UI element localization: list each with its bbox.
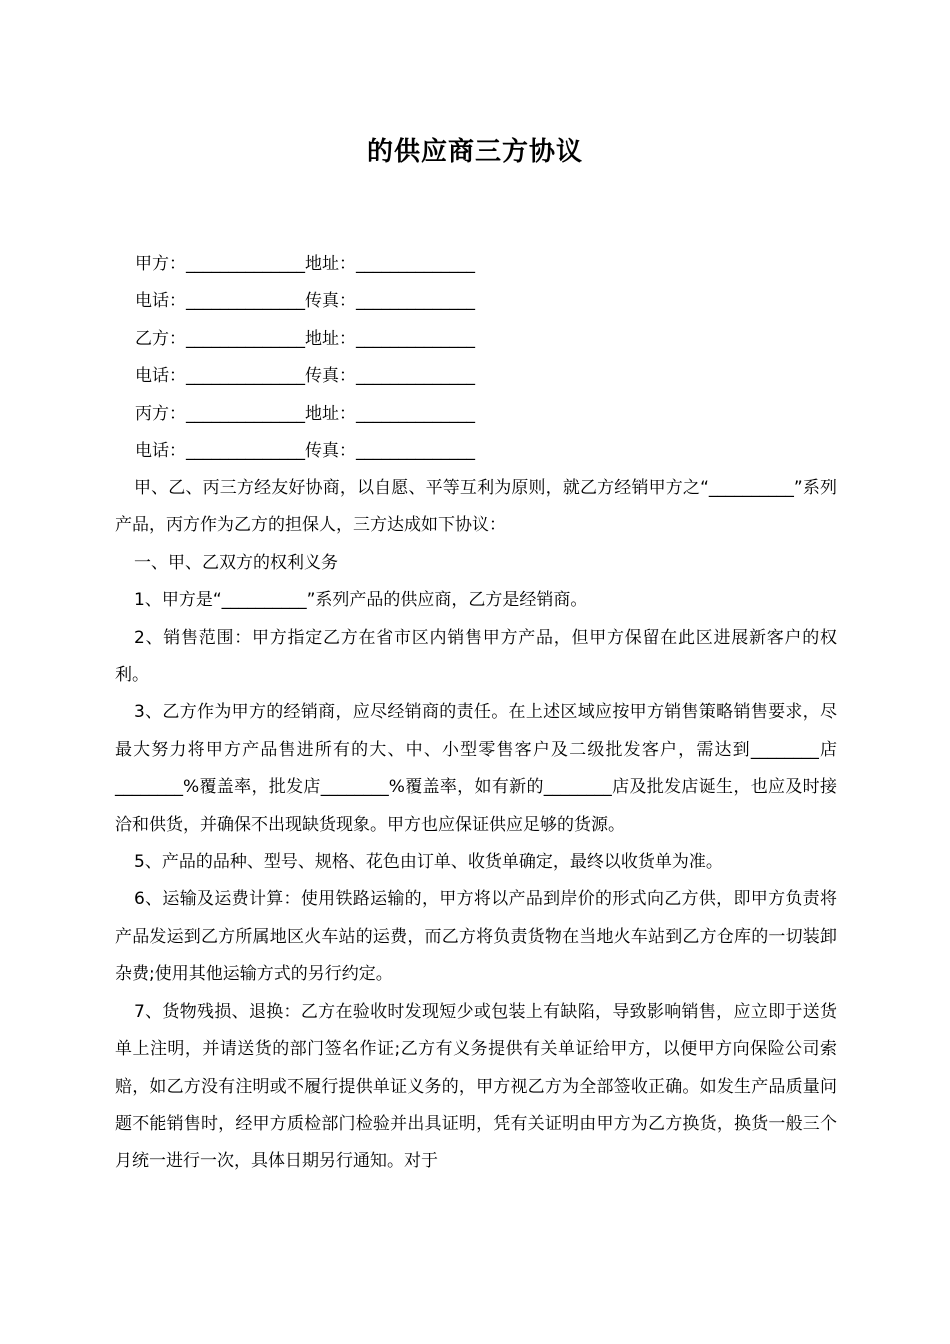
preamble-paragraph: 甲、乙、丙三方经友好协商，以自愿、平等互利为原则，就乙方经销甲方之“__________”系列产品，丙方作为乙方的担保人，三方达成如下协议： bbox=[115, 478, 837, 536]
party-c-name-address: 丙方：______________地址：______________ bbox=[135, 403, 475, 424]
party-info-fields bbox=[135, 246, 475, 470]
party-a-phone-fax: 电话：______________传真：______________ bbox=[135, 291, 475, 312]
clause-3: 3、乙方作为甲方的经销商，应尽经销商的责任。在上述区域应按甲方销售策略销售要求，尽最大努力将甲方产品售进所有的大、中、小型零售客户及二级批发客户，需达到________店________%覆盖率，批发店________%覆盖率，如有新的________店及批发店诞生，也应及时接洽和供货，并确保不出现缺货现象。甲方也应保证供应足够的货源。 bbox=[115, 702, 837, 835]
clause-5: 5、产品的品种、型号、规格、花色由订单、收货单确定，最终以收货单为准。 bbox=[134, 852, 723, 873]
clause-1: 1、甲方是“__________”系列产品的供应商，乙方是经销商。 bbox=[134, 590, 588, 611]
clause-2: 2、销售范围：甲方指定乙方在省市区内销售甲方产品，但甲方保留在此区进展新客户的权利。 bbox=[115, 627, 837, 686]
agreement-body bbox=[115, 470, 837, 1181]
clause-6: 6、运输及运费计算：使用铁路运输的，甲方将以产品到岸价的形式向乙方供，即甲方负责将产品发运到乙方所属地区火车站的运费，而乙方将负责货物在当地火车站到乙方仓库的一切装卸杂费;使用其他运输方式的另行约定。 bbox=[115, 889, 837, 985]
clause-7: 7、货物残损、退换：乙方在验收时发现短少或包装上有缺陷，导致影响销售，应立即于送货单上注明，并请送货的部门签名作证;乙方有义务提供有关单证给甲方，以便甲方向保险公司索赔，如乙方没有注明或不履行提供单证义务的，甲方视乙方为全部签收正确。如发生产品质量问题不能销售时，经甲方质检部门检验并出具证明，凭有关证明由甲方为乙方换货，换货一般三个月统一进行一次，具体日期另行通知。对于 bbox=[115, 1001, 837, 1172]
party-b-name-address: 乙方：______________地址：______________ bbox=[135, 328, 475, 349]
party-b-phone-fax: 电话：______________传真：______________ bbox=[135, 366, 475, 387]
section-heading: 一、甲、乙双方的权利义务 bbox=[134, 552, 338, 573]
document-title: 的供应商三方协议 bbox=[366, 137, 583, 167]
party-a-name-address: 甲方：______________地址：______________ bbox=[135, 254, 475, 274]
party-c-phone-fax: 电话：______________传真：______________ bbox=[135, 440, 475, 461]
